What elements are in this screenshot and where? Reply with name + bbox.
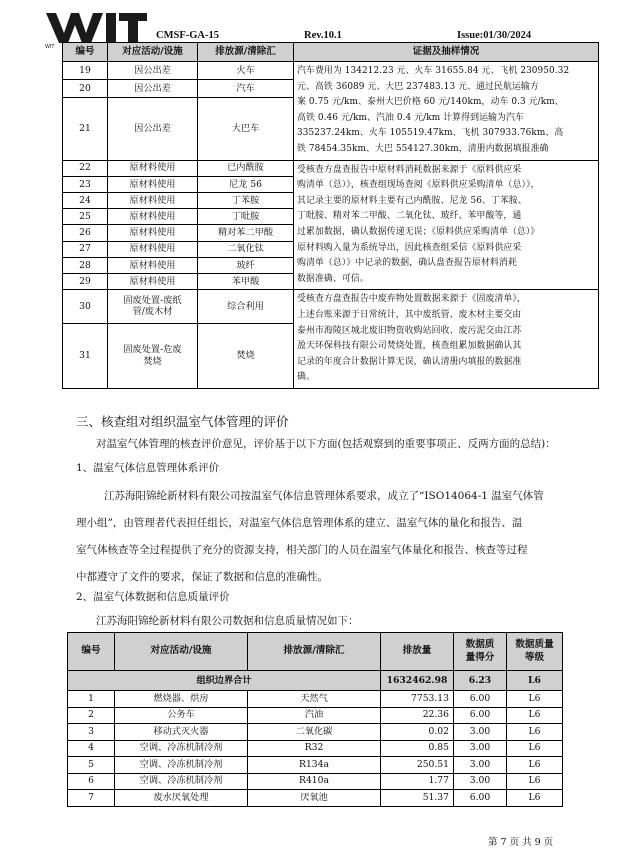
row-score: 6.00 [454, 691, 507, 708]
total-row [68, 671, 563, 691]
table-row [68, 707, 563, 724]
col-header-activity: 对应活动/设施 [108, 43, 198, 62]
evidence-line: 其记录主要的原材料主要有己内酰胺、尼龙 56、丁苯胺、 [297, 195, 527, 206]
subsection-title: 1、温室气体信息管理体系评价 [76, 462, 220, 474]
paragraph-line: 理小组”，由管理者代表担任组长，对温室气体信息管理体系的建立、温室气体的量化和报告、温 [76, 517, 523, 529]
evidence-line: 原材料购入量为系统导出，因此核查组采信《原料供应采 [297, 242, 522, 253]
row-source: 汽车 [198, 80, 294, 98]
row-score: 3.00 [454, 757, 507, 774]
col-header-no: 编号 [63, 43, 108, 62]
paragraph-line: 室气体核查等全过程提供了充分的资源支持，相关部门的人员在温室气体量化和报告、核查等过程 [76, 544, 528, 556]
page-number: 第 7 页 共 9 页 [488, 837, 554, 848]
row-no: 20 [63, 80, 108, 98]
row-activity: 空调、冷冻机制冷剂 [115, 740, 248, 757]
row-no: 21 [63, 98, 108, 160]
evidence-line: 335237.24km、火车 105519.47km、飞机 307933.76km、高 [297, 128, 564, 139]
evidence-line: 确。 [297, 372, 315, 383]
issue-date: Issue:01/30/2024 [457, 30, 532, 41]
table-row [68, 790, 563, 807]
row-source: 火车 [198, 62, 294, 80]
row-no: 4 [68, 740, 115, 757]
row-source: 尼龙 56 [198, 176, 294, 192]
row-no: 25 [63, 209, 108, 225]
row-amount: 7753.13 [381, 691, 454, 708]
row-no: 7 [68, 790, 115, 807]
table-row [68, 691, 563, 708]
col-header-evidence: 证据及抽样情况 [294, 43, 599, 62]
row-score: 3.00 [454, 773, 507, 790]
row-activity: 原材料使用 [108, 257, 198, 273]
row-source: 二氧化钛 [198, 241, 294, 257]
row-grade: L6 [507, 724, 563, 741]
evidence-line: 过累加数据，确认数据传递无误；《原料供应采购清单（总）》 [297, 226, 540, 237]
row-activity: 原材料使用 [108, 241, 198, 257]
row-no: 22 [63, 160, 108, 176]
row-activity: 原材料使用 [108, 160, 198, 176]
row-source: 玻纤 [198, 257, 294, 273]
paragraph-line: 江苏海阳锦纶新材料有限公司按温室气体信息管理体系要求，成立了“ISO14064-1 温室气体管 [104, 490, 544, 502]
row-grade: L6 [507, 707, 563, 724]
row-amount: 22.36 [381, 707, 454, 724]
total-amount: 1632462.98 [381, 671, 454, 691]
header-line: 等级 [524, 651, 545, 663]
paragraph-line: 中都遵守了文件的要求，保证了数据和信息的准确性。 [76, 571, 328, 583]
row-activity: 原材料使用 [108, 225, 198, 241]
revision: Rev.10.1 [304, 30, 342, 41]
evidence-line: 高铁 0.46 元/km、汽油 0.4 元/km 计算得到运输为汽车 [297, 112, 524, 123]
row-activity: 废水厌氧处理 [115, 790, 248, 807]
col-header-score [454, 633, 507, 671]
evidence-line: 购清单（总）》中记录的数据，确认盘查报告原材料消耗 [297, 258, 517, 269]
row-activity: 原材料使用 [108, 274, 198, 290]
row-activity: 空调、冷冻机制冷剂 [115, 757, 248, 774]
row-source: 丁苯胺 [198, 193, 294, 209]
row-source: 综合利用 [198, 290, 294, 323]
table-row [68, 773, 563, 790]
evidence-line: 受核查方盘查报告中废弃物处置数据来源于《固废清单》， [297, 294, 526, 305]
row-no: 2 [68, 707, 115, 724]
evidence-line: 受核查方盘查报告中原材料消耗数据来源于《原料供应采 [297, 164, 522, 175]
row-grade: L6 [507, 773, 563, 790]
svg-text:WIT: WIT [45, 44, 55, 49]
evidence-line: 数据准确、可信。 [297, 273, 369, 284]
row-activity: 公务车 [115, 707, 248, 724]
evidence-travel [294, 62, 599, 161]
row-grade: L6 [507, 757, 563, 774]
row-source: 精对苯二甲酸 [198, 225, 294, 241]
row-activity: 燃烧器、烘房 [115, 691, 248, 708]
evidence-line: 案 0.75 元/km、泰州大巴价格 60 元/140km，动车 0.3 元/km、 [297, 97, 564, 108]
header-line: 数据质 [465, 638, 495, 650]
row-source: 苯甲酸 [198, 274, 294, 290]
row-source: R134a [248, 757, 381, 774]
row-no: 26 [63, 225, 108, 241]
table-row [63, 290, 599, 323]
row-amount: 51.37 [381, 790, 454, 807]
row-amount: 0.85 [381, 740, 454, 757]
quality-table [67, 632, 563, 807]
evidence-material [294, 160, 599, 290]
total-score: 6.23 [454, 671, 507, 691]
row-no: 5 [68, 757, 115, 774]
row-no: 6 [68, 773, 115, 790]
subsection-intro: 江苏海阳锦纶新材料有限公司数据和信息质量情况如下： [96, 615, 359, 627]
col-header-amount: 排放量 [381, 633, 454, 671]
total-label: 组织边界合计 [68, 671, 381, 691]
evidence-line: 铁 78454.35km、大巴 554127.30km，清册内数据填报准确 [297, 143, 549, 154]
table-row [68, 724, 563, 741]
row-source: 焚烧 [198, 323, 294, 388]
evidence-line: 记录的年度合计数据计算无误，确认清册内填报的数据准 [297, 356, 522, 367]
row-score: 6.00 [454, 707, 507, 724]
header-line: 数据质量 [515, 638, 554, 650]
row-activity: 因公出差 [108, 80, 198, 98]
section-intro: 对温室气体管理的核查评价意见，评价基于以下方面(包括观察到的重要事项正、反两方面的总结)： [96, 438, 556, 450]
row-source: 天然气 [248, 691, 381, 708]
col-header-activity: 对应活动/设施 [115, 633, 248, 671]
row-no: 19 [63, 62, 108, 80]
table-row [63, 160, 599, 176]
section-title: 三、核查组对组织温室气体管理的评价 [76, 414, 289, 429]
row-no: 24 [63, 193, 108, 209]
header-line: 量得分 [465, 651, 495, 663]
row-activity: 空调、冷冻机制冷剂 [115, 773, 248, 790]
total-grade: L6 [507, 671, 563, 691]
row-activity: 原材料使用 [108, 193, 198, 209]
table-header-row [63, 43, 599, 62]
col-header-grade [507, 633, 563, 671]
row-amount: 0.02 [381, 724, 454, 741]
subsection-title: 2、温室气体数据和信息质量评价 [76, 591, 230, 603]
row-score: 3.00 [454, 724, 507, 741]
evidence-line: 购清单（总）》，核查组现场查阅《原料供应采购清单（总）》， [297, 180, 540, 191]
row-activity [108, 323, 198, 388]
activity-line: 管/废木材 [132, 306, 173, 318]
row-grade: L6 [507, 740, 563, 757]
row-activity: 原材料使用 [108, 209, 198, 225]
row-no: 30 [63, 290, 108, 323]
col-header-source: 排放源/清除汇 [248, 633, 381, 671]
row-grade: L6 [507, 691, 563, 708]
row-no: 29 [63, 274, 108, 290]
evidence-waste [294, 290, 599, 389]
activity-line: 固废处置-废纸 [123, 294, 182, 306]
row-activity [108, 290, 198, 323]
evidence-line: 盈天环保科技有限公司焚烧处置，核查组累加数据确认其 [297, 341, 522, 352]
row-activity: 因公出差 [108, 62, 198, 80]
evidence-line: 丁吡胺、精对苯二甲酸、二氧化钛、玻纤、苯甲酸等，通 [297, 211, 522, 222]
row-source: R410a [248, 773, 381, 790]
row-amount: 250.51 [381, 757, 454, 774]
row-activity: 因公出差 [108, 98, 198, 160]
row-source: 汽油 [248, 707, 381, 724]
table-row [63, 62, 599, 80]
row-no: 1 [68, 691, 115, 708]
row-no: 23 [63, 176, 108, 192]
row-no: 28 [63, 257, 108, 273]
activity-line: 固废处置-危废 [123, 343, 182, 355]
row-source: 丁吡胺 [198, 209, 294, 225]
evidence-line: 泰州市海陵区城北废旧物资收购站回收、废污泥交由江苏 [297, 325, 522, 336]
table-row [68, 740, 563, 757]
evidence-line: 汽车费用为 134212.23 元、火车 31655.84 元、飞机 230950.32 [297, 66, 570, 76]
row-source: 厌氧池 [248, 790, 381, 807]
row-source: 已内酰胺 [198, 160, 294, 176]
col-header-source: 排放源/清除汇 [198, 43, 294, 62]
row-no: 31 [63, 323, 108, 388]
table-row [68, 757, 563, 774]
row-score: 6.00 [454, 790, 507, 807]
table-header-row [68, 633, 563, 671]
evidence-line: 上述台账来源于日常统计，其中废纸管、废木材主要交由 [297, 309, 522, 320]
row-source: 大巴车 [198, 98, 294, 160]
evidence-table [62, 42, 599, 389]
doc-code: CMSF-GA-15 [156, 30, 219, 41]
col-header-no: 编号 [68, 633, 115, 671]
row-amount: 1.77 [381, 773, 454, 790]
row-activity: 原材料使用 [108, 176, 198, 192]
row-no: 27 [63, 241, 108, 257]
activity-line: 焚烧 [143, 355, 162, 367]
row-source: R32 [248, 740, 381, 757]
subsection-paragraph [76, 486, 586, 588]
evidence-line: 元、高铁 36089 元、大巴 237483.13 元、通过民航运输方 [297, 81, 539, 92]
row-no: 3 [68, 724, 115, 741]
row-source: 二氧化碳 [248, 724, 381, 741]
row-grade: L6 [507, 790, 563, 807]
row-activity: 移动式灭火器 [115, 724, 248, 741]
row-score: 3.00 [454, 740, 507, 757]
